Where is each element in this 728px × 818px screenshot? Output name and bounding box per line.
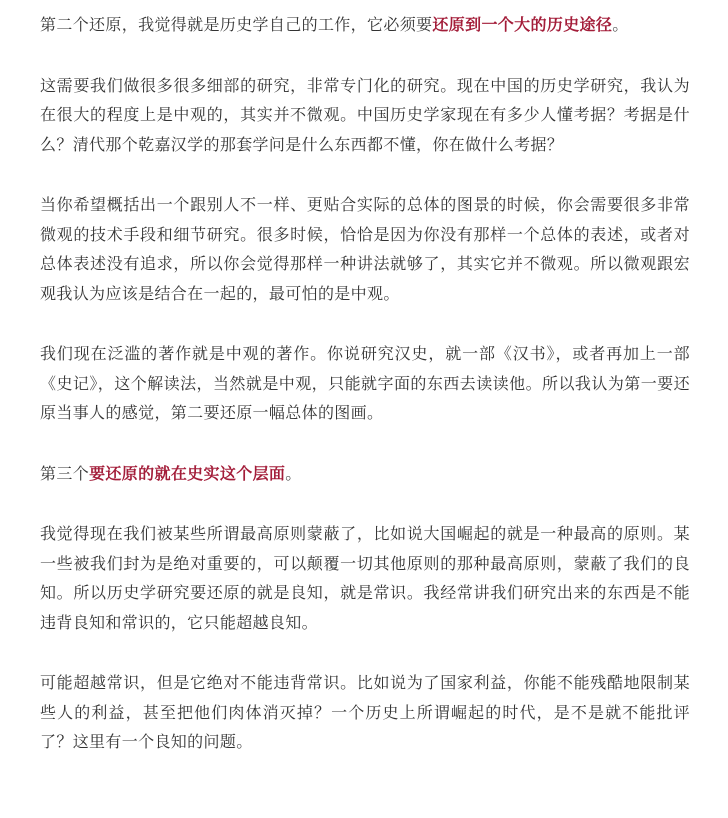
paragraph-text: 第三个 xyxy=(40,463,90,483)
paragraph-common-sense: 可能超越常识，但是它绝对不能违背常识。比如说为了国家利益，你能不能残酷地限制某些人的利益，甚至把他们肉体消灭掉？一个历史上所谓崛起的时代，是不是就不能批评了？这里有一个良知的问题。 xyxy=(40,673,690,751)
paragraph-second-restoration xyxy=(40,10,690,40)
highlighted-phrase: 要还原的就在史实这个层面 xyxy=(89,463,286,483)
paragraph-micro-macro: 当你希望概括出一个跟别人不一样、更贴合实际的总体的图景的时候，你会需要很多非常微观的技术手段和细节研究。很多时候，恰恰是因为你没有那样一个总体的表述，或者对总体表述没有追求，所以你会觉得那样一种讲法就够了，其实它并不微观。所以微观跟宏观我认为应该是结合在一起的，最可怕的是中观。 xyxy=(40,195,690,303)
paragraph-conscience: 我觉得现在我们被某些所谓最高原则蒙蔽了，比如说大国崛起的就是一种最高的原则。某一些被我们封为是绝对重要的，可以颠覆一切其他原则的那种最高原则，蒙蔽了我们的良知。所以历史学研究要还原的就是良知，就是常识。我经常讲我们研究出来的东西是不能违背良知和常识的，它只能超越良知。 xyxy=(40,524,690,632)
paragraph-text: 。 xyxy=(612,15,629,34)
paragraph-detail-research: 这需要我们做很多很多细部的研究，非常专门化的研究。现在中国的历史学研究，我认为在很大的程度上是中观的，其实并不微观。中国历史学家现在有多少人懂考据？考据是什么？清代那个乾嘉汉学的那套学问是什么东西都不懂，你在做什么考据？ xyxy=(40,75,690,154)
paragraph-third-restoration xyxy=(40,459,690,489)
paragraph-text: 第二个还原，我觉得就是历史学自己的工作，它必须要 xyxy=(40,15,433,34)
highlighted-phrase: 还原到一个大的历史途径 xyxy=(432,15,613,34)
paragraph-middle-works: 我们现在泛滥的著作就是中观的著作。你说研究汉史，就一部《汉书》，或者再加上一部《史记》，这个解读法，当然就是中观，只能就字面的东西去读读他。所以我认为第一要还原当事人的感觉，第二要还原一幅总体的图画。 xyxy=(40,344,690,422)
article-body xyxy=(40,10,690,757)
paragraph-text: 。 xyxy=(285,463,302,483)
